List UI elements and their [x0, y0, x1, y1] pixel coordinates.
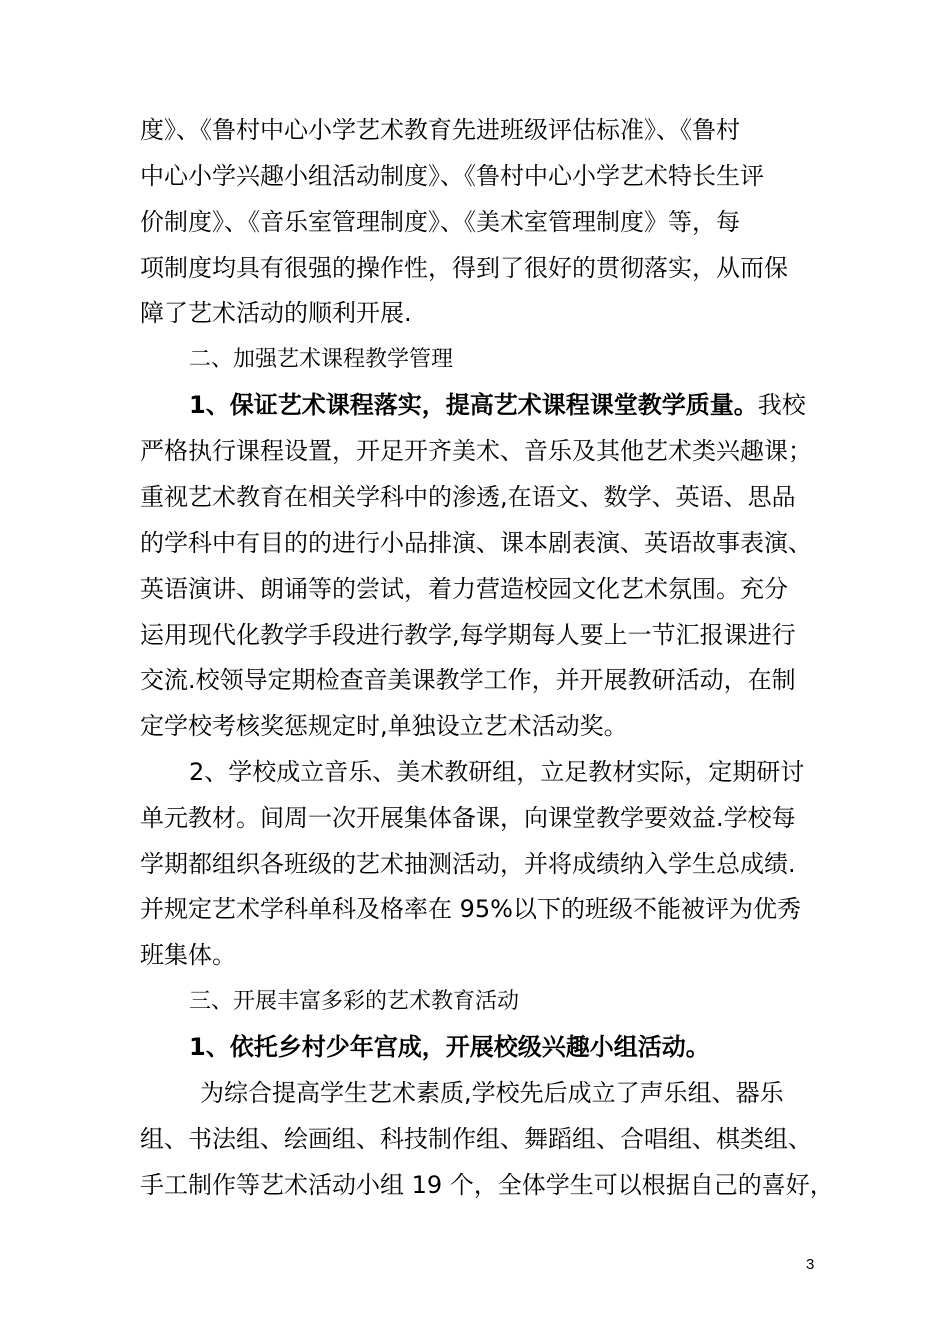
text-span: 我校 [757, 391, 806, 419]
text-line: 严格执行课程设置，开足开齐美术、音乐及其他艺术类兴趣课； [140, 437, 812, 465]
text-line: 英语演讲、朗诵等的尝试，着力营造校园文化艺术氛围。充分 [140, 575, 788, 603]
text-line: 组、书法组、绘画组、科技制作组、舞蹈组、合唱组、棋类组、 [140, 1125, 812, 1153]
text-line: 的学科中有目的的进行小品排演、课本剧表演、英语故事表演、 [140, 529, 812, 557]
text-line: 定学校考核奖惩规定时,单独设立艺术活动奖。 [140, 712, 628, 740]
page-number: 3 [806, 1256, 815, 1273]
section-heading: 二、加强艺术课程教学管理 [189, 347, 454, 372]
text-line: 2、学校成立音乐、美术教研组，立足教材实际，定期研讨 [189, 758, 805, 786]
text-line: 手工制作等艺术活动小组 19 个，全体学生可以根据自己的喜好， [140, 1171, 834, 1199]
text-line: 单元教材。间周一次开展集体备课，向课堂教学要效益.学校每 [140, 804, 796, 832]
text-line: 障了艺术活动的顺利开展. [140, 299, 412, 327]
bold-lead: 1、保证艺术课程落实，提高艺术课程课堂教学质量。 [189, 391, 758, 419]
text-line: 价制度》、《音乐室管理制度》、《美术室管理制度》等，每 [140, 208, 740, 236]
subsection-heading: 1、依托乡村少年宫成，开展校级兴趣小组活动。 [189, 1033, 710, 1061]
text-line: 并规定艺术学科单科及格率在 95%以下的班级不能被评为优秀 [140, 895, 801, 923]
text-line: 中心小学兴趣小组活动制度》、《鲁村中心小学艺术特长生评 [140, 162, 764, 190]
text-line: 项制度均具有很强的操作性，得到了很好的贯彻落实，从而保 [140, 254, 788, 282]
text-line [189, 390, 806, 420]
text-line: 学期都组织各班级的艺术抽测活动，并将成绩纳入学生总成绩. [140, 850, 796, 878]
text-line: 重视艺术教育在相关学科中的渗透,在语文、数学、英语、思品 [140, 483, 796, 511]
text-line: 交流.校领导定期检查音美课教学工作，并开展教研活动，在制 [140, 666, 796, 694]
text-line: 运用现代化教学手段进行教学,每学期每人要上一节汇报课进行 [140, 621, 796, 649]
text-line: 度》、《鲁村中心小学艺术教育先进班级评估标准》、《鲁村 [140, 116, 740, 144]
text-line: 为综合提高学生艺术素质,学校先后成立了声乐组、器乐 [200, 1079, 784, 1107]
section-heading: 三、开展丰富多彩的艺术教育活动 [189, 989, 520, 1014]
text-line: 班集体。 [140, 941, 236, 969]
